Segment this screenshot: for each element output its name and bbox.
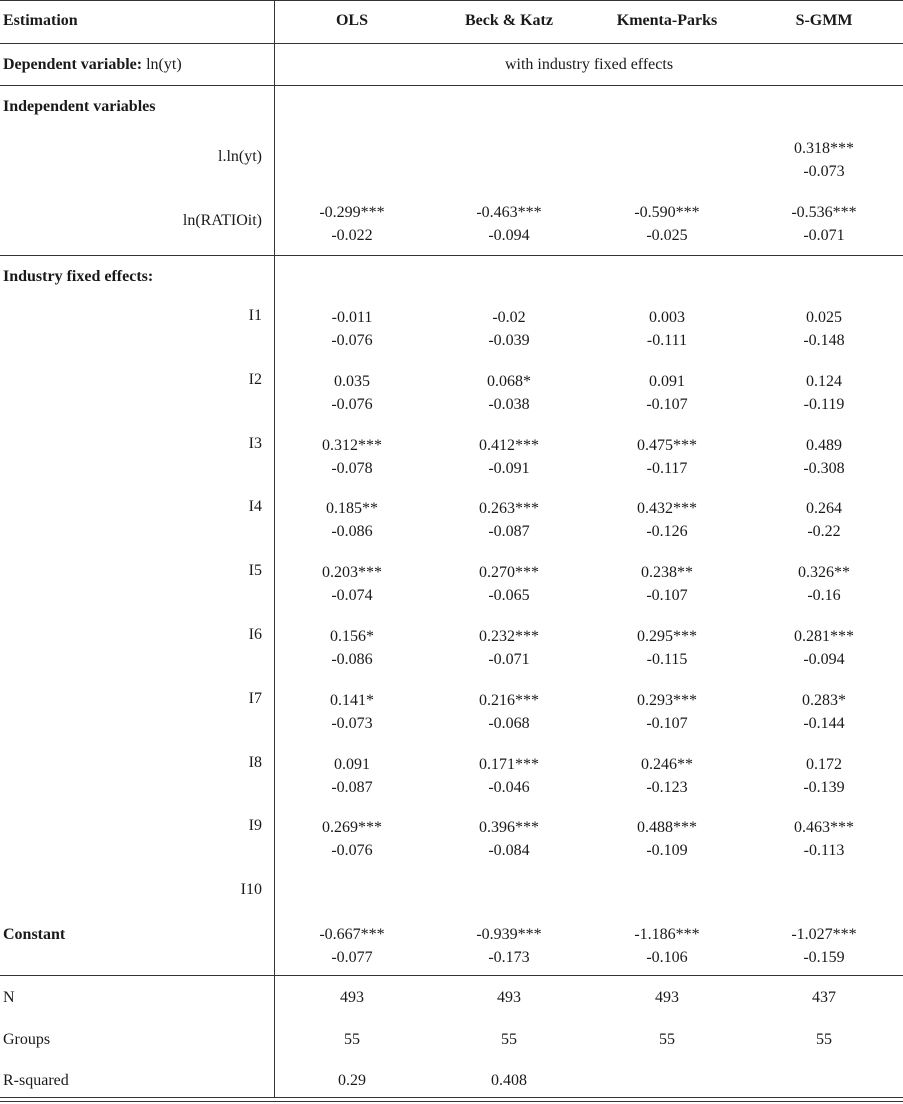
coefficient: 0.216*** [479,691,539,709]
estimate-cell [434,306,584,352]
coefficient: 0.326** [798,564,850,582]
coefficient: 0.091 [649,372,685,390]
standard-error: -0.071 [803,227,845,244]
dependent-variable-label-rest: ln(yt) [142,56,182,73]
standard-error: -0.308 [803,459,845,477]
estimate-cell [277,561,427,607]
coefficient: 0.293*** [637,691,697,709]
column-header: OLS [335,12,368,29]
rule-dependent [0,85,903,86]
estimate-cell [277,497,427,543]
estimate-cell [277,753,427,799]
standard-error: -0.074 [331,587,373,605]
coefficient: 0.171*** [479,755,539,773]
estimate-cell [434,137,584,183]
estimate-cell [592,370,742,416]
standard-error: -0.117 [646,459,688,477]
coefficient: -0.463*** [476,204,542,221]
standard-error: -0.144 [803,714,845,732]
standard-error: -0.091 [488,459,530,477]
coefficient: 0.203*** [322,564,382,582]
estimate-cell [749,880,899,926]
coefficient: 0.003 [649,309,685,326]
estimate-cell [434,561,584,607]
coefficient: 0.432*** [637,500,697,518]
coefficient: -0.939*** [476,926,542,943]
estimate-cell [277,137,427,183]
standard-error: -0.115 [646,651,688,668]
standard-error: -0.16 [807,587,841,605]
estimate-cell [749,137,899,183]
estimate-cell [592,923,742,969]
estimate-cell [277,434,427,480]
coefficient: 0.263*** [479,500,539,518]
stat-label: N [3,989,15,1006]
estimate-cell [434,923,584,969]
standard-error: -0.123 [646,778,688,796]
stat-label: R-squared [3,1072,69,1089]
rule-bottom-2 [0,1101,903,1102]
estimate-cell [749,625,899,671]
standard-error: -0.038 [488,395,530,413]
estimate-cell [277,625,427,671]
industry-label: I10 [240,881,262,899]
coefficient: 0.124 [806,372,842,390]
standard-error: -0.173 [488,949,530,966]
coefficient: 0.318*** [794,140,854,157]
coefficient: 0.035 [334,372,370,390]
coefficient: 0.091 [334,755,370,773]
stat-value: 493 [497,989,521,1006]
standard-error: -0.126 [646,523,688,541]
estimate-cell [749,816,899,862]
standard-error: -0.107 [646,714,688,732]
rule-header [0,43,903,44]
coefficient: 0.238** [641,564,693,582]
estimate-cell [749,434,899,480]
independent-variables-heading: Independent variables [3,98,156,115]
standard-error [592,160,742,183]
estimate-cell [277,370,427,416]
coefficient: 0.270*** [479,564,539,582]
estimate-cell [434,201,584,247]
standard-error: -0.076 [331,842,373,860]
stat-value: 437 [812,989,836,1006]
standard-error: -0.084 [488,842,530,860]
estimate-cell [592,753,742,799]
estimate-cell [434,689,584,735]
standard-error: -0.022 [331,227,373,244]
standard-error: -0.078 [331,459,373,477]
estimation-header: Estimation [3,12,78,29]
industry-label: I5 [248,562,262,580]
coefficient: -0.536*** [791,204,857,221]
standard-error: -0.107 [646,587,688,605]
coefficient: -0.299*** [319,204,385,221]
dependent-variable-label [3,56,182,74]
column-header: S-GMM [795,12,853,29]
estimate-cell [592,306,742,352]
estimate-cell [277,923,427,969]
standard-error: -0.086 [331,651,373,668]
coefficient: 0.488*** [637,819,697,837]
standard-error: -0.076 [331,332,373,349]
standard-error: -0.065 [488,587,530,605]
standard-error: -0.148 [803,332,845,349]
standard-error: -0.073 [331,714,373,732]
estimate-cell [277,306,427,352]
coefficient: 0.172 [806,755,842,773]
estimate-cell [749,923,899,969]
stat-value: 55 [344,1031,360,1048]
standard-error: -0.139 [803,778,845,796]
coefficient: 0.295*** [637,628,697,645]
coefficient: 0.185** [326,500,378,518]
standard-error: -0.094 [803,651,845,668]
stat-value: 493 [340,989,364,1006]
estimate-cell [434,434,584,480]
column-header: Kmenta-Parks [616,12,718,29]
coefficient: 0.463*** [794,819,854,837]
coefficient: 0.281*** [794,628,854,645]
standard-error: -0.119 [803,395,845,413]
estimate-cell [592,497,742,543]
estimate-cell [434,880,584,926]
standard-error: -0.071 [488,651,530,668]
standard-error: -0.076 [331,395,373,413]
coefficient: 0.246** [641,755,693,773]
estimate-cell [749,370,899,416]
standard-error [434,160,584,183]
stat-value: 55 [816,1031,832,1048]
industry-label: I9 [248,817,262,835]
estimate-cell [277,201,427,247]
standard-error [277,160,427,183]
estimate-cell [749,201,899,247]
coefficient: -0.590*** [634,204,700,221]
coefficient [434,880,584,903]
estimate-cell [592,561,742,607]
estimate-cell [749,561,899,607]
variable-label: l.ln(yt) [218,148,262,165]
industry-label: I4 [248,498,262,516]
coefficient: 0.068* [487,372,531,390]
stat-value: 55 [501,1031,517,1048]
coefficient: 0.475*** [637,436,697,454]
constant-label: Constant [3,926,66,943]
rule-top [0,0,903,1]
estimate-cell [592,880,742,926]
rule-independent [0,255,903,256]
industry-label: I8 [248,753,262,771]
coefficient: 0.489 [806,436,842,454]
standard-error: -0.025 [646,227,688,244]
fixed-effects-note: with industry fixed effects [504,56,674,73]
industry-label: I3 [248,434,262,452]
coefficient: 0.264 [806,500,842,518]
standard-error: -0.086 [331,523,373,541]
coefficient [277,880,427,903]
standard-error: -0.22 [807,523,841,541]
industry-fixed-effects-heading: Industry fixed effects: [3,268,154,285]
stat-value: 0.408 [491,1072,527,1089]
estimate-cell [434,625,584,671]
estimate-cell [434,816,584,862]
standard-error: -0.073 [803,163,845,180]
rule-bottom-1 [0,1097,903,1098]
estimate-cell [434,753,584,799]
standard-error: -0.113 [803,842,845,860]
coefficient: 0.312*** [322,436,382,454]
estimate-cell [434,370,584,416]
standard-error: -0.109 [646,842,688,860]
coefficient: -0.011 [331,309,373,326]
standard-error: -0.094 [488,227,530,244]
estimate-cell [592,434,742,480]
coefficient [434,137,584,160]
coefficient: 0.269*** [322,819,382,837]
estimate-cell [592,625,742,671]
standard-error: -0.046 [488,778,530,796]
coefficient: 0.396*** [479,819,539,837]
estimate-cell [749,497,899,543]
estimate-cell [592,201,742,247]
coefficient: 0.156* [330,628,374,645]
estimate-cell [592,137,742,183]
rule-constant [0,975,903,976]
standard-error: -0.111 [646,332,688,349]
stat-label: Groups [3,1031,51,1048]
coefficient [749,880,899,903]
stat-value: 493 [655,989,679,1006]
coefficient [277,137,427,160]
industry-label: I7 [248,689,262,707]
stat-value: 55 [659,1031,675,1048]
standard-error: -0.077 [331,949,373,966]
coefficient: 0.025 [806,309,842,326]
coefficient: 0.141* [330,691,374,709]
estimate-cell [277,880,427,926]
coefficient: 0.232*** [479,628,539,645]
standard-error: -0.106 [646,949,688,966]
variable-label: ln(RATIOit) [182,212,262,229]
estimate-cell [749,753,899,799]
estimate-cell [592,689,742,735]
coefficient: -0.667*** [319,926,385,943]
rule-vertical [274,0,275,1098]
coefficient: -0.02 [492,309,526,326]
estimate-cell [277,816,427,862]
coefficient: 0.283* [802,691,846,709]
estimate-cell [592,816,742,862]
standard-error: -0.039 [488,332,530,349]
standard-error: -0.107 [646,395,688,413]
estimate-cell [749,306,899,352]
industry-label: I6 [248,626,262,643]
estimate-cell [277,689,427,735]
standard-error: -0.068 [488,714,530,732]
industry-label: I2 [248,370,262,388]
standard-error: -0.087 [488,523,530,541]
standard-error: -0.159 [803,949,845,966]
industry-label: I1 [248,307,262,324]
coefficient [592,137,742,160]
column-header: Beck & Katz [465,12,553,29]
estimate-cell [749,689,899,735]
coefficient: 0.412*** [479,436,539,454]
standard-error: -0.087 [331,778,373,796]
coefficient: -1.186*** [634,926,700,943]
coefficient [592,880,742,903]
estimate-cell [434,497,584,543]
dependent-variable-label-bold: Dependent variable: [3,56,143,73]
stat-value: 0.29 [338,1072,366,1089]
coefficient: -1.027*** [791,926,857,943]
